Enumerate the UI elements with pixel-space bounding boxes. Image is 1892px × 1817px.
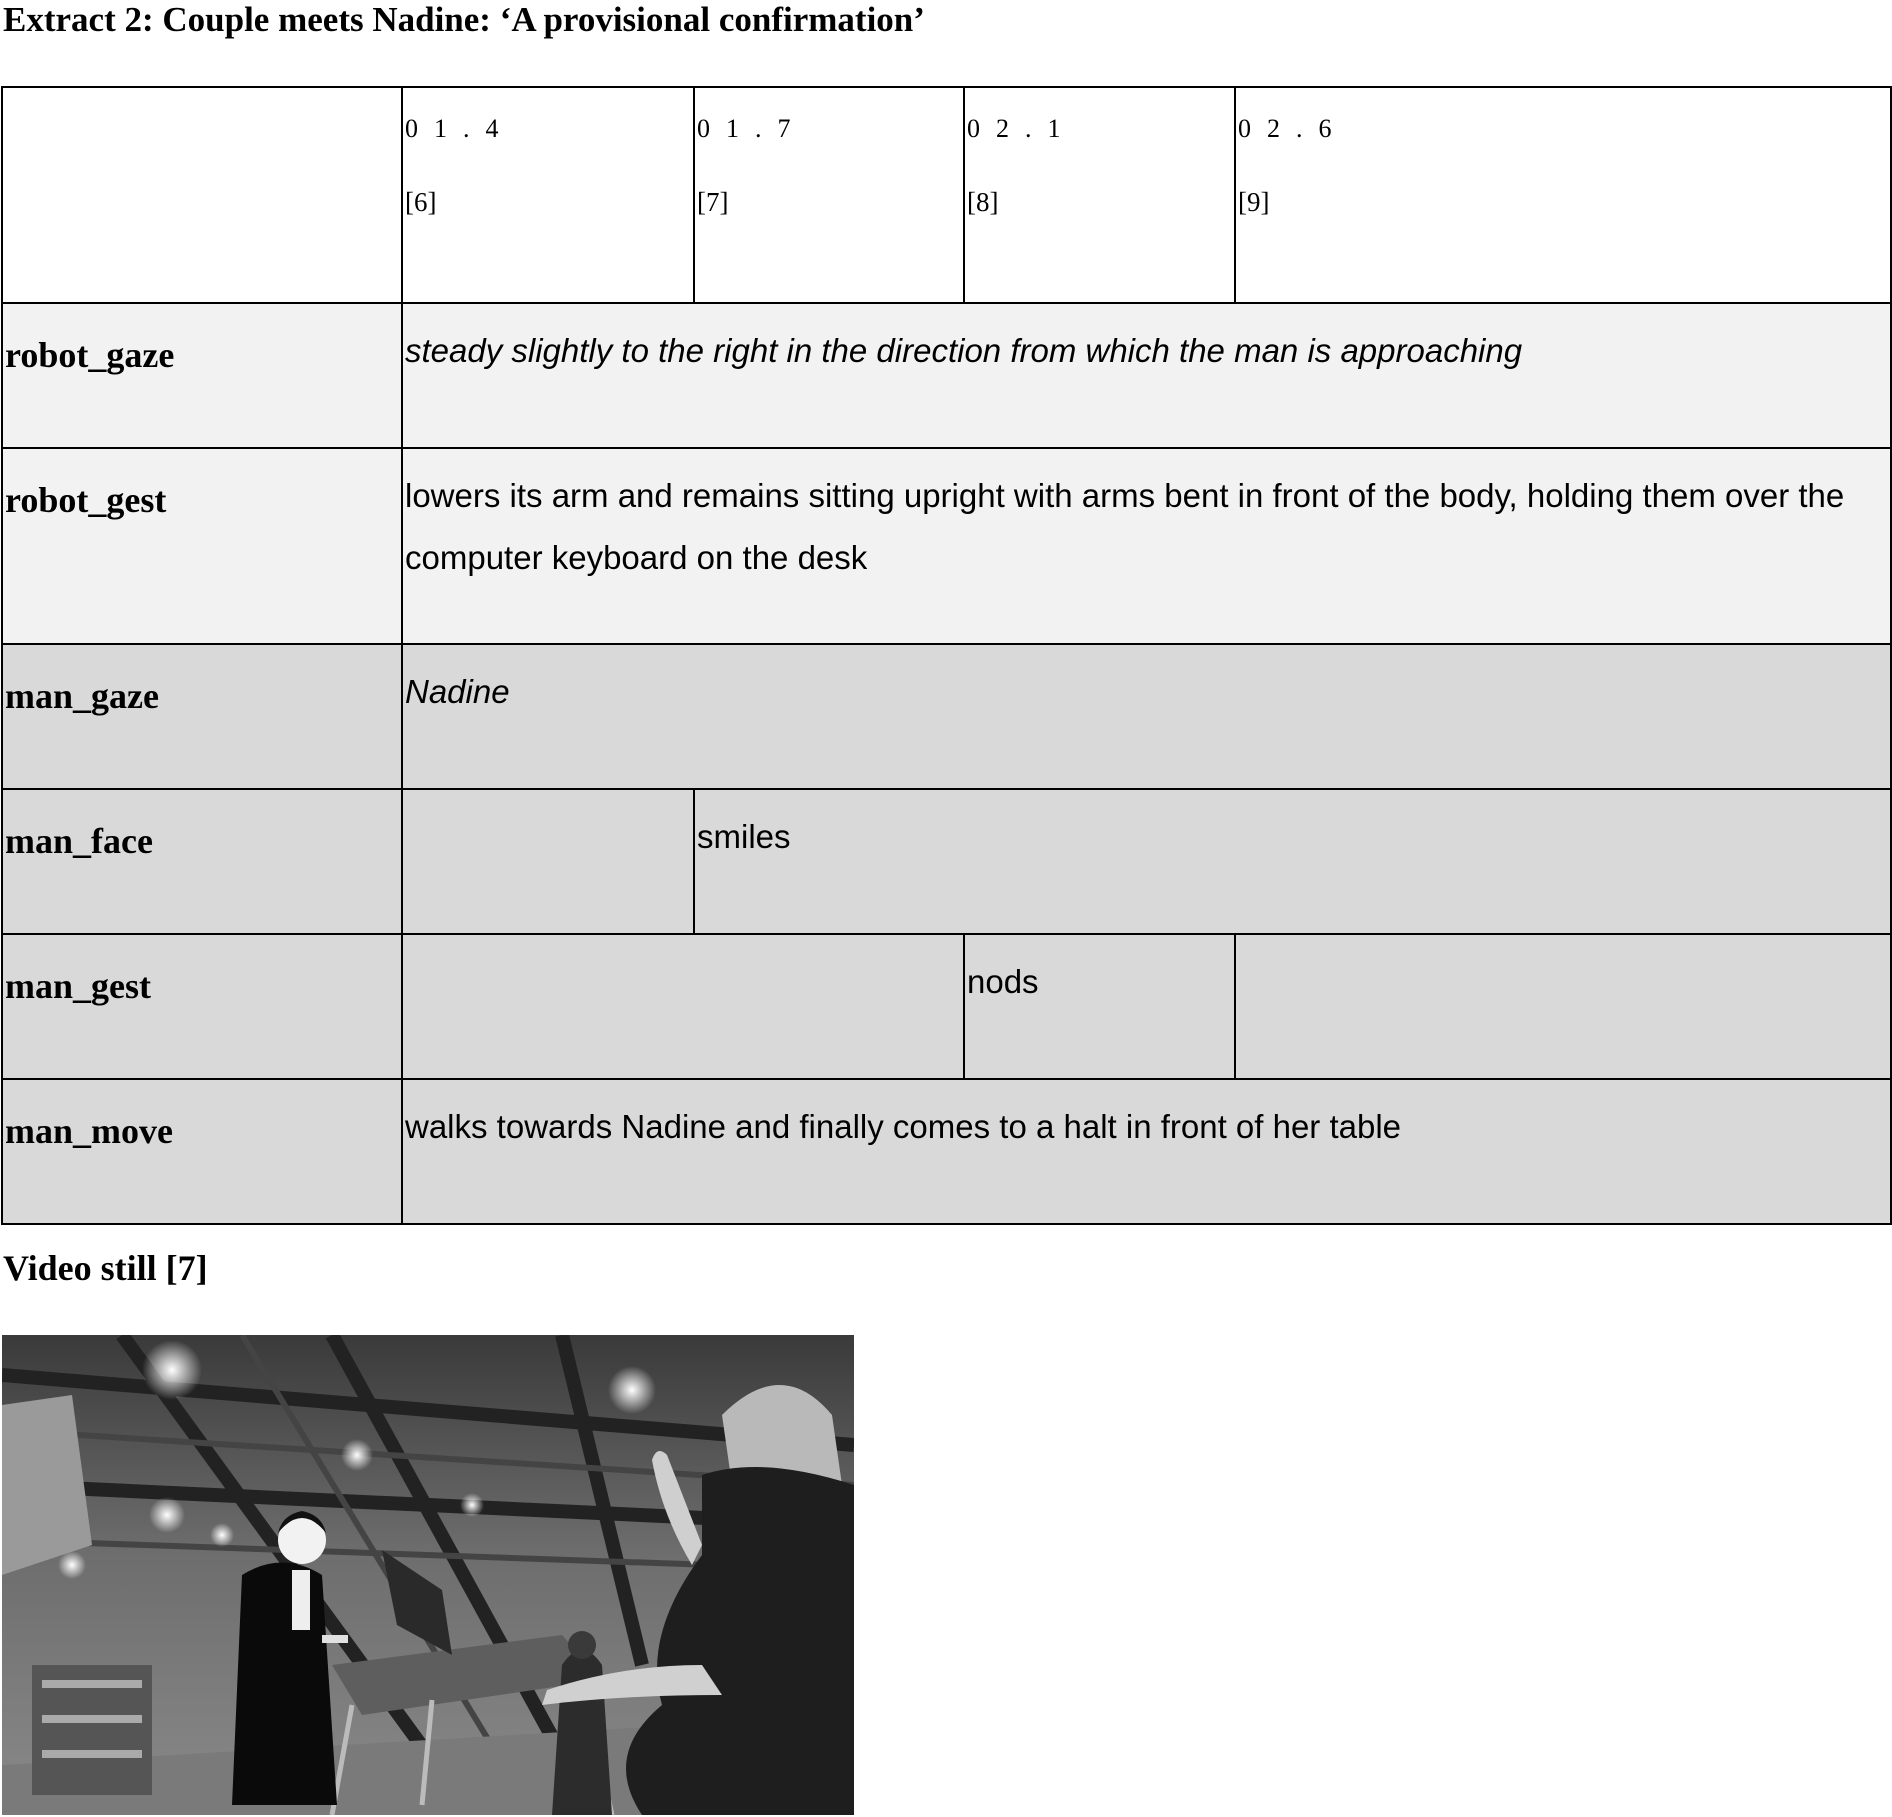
row-man-face xyxy=(2,789,1891,934)
timecode: 02.1 xyxy=(967,114,1077,143)
row-man-move xyxy=(2,1079,1891,1224)
row-label: man_face xyxy=(5,821,153,861)
timecode: 01.4 xyxy=(405,114,515,143)
timecode-cell-8 xyxy=(964,87,1235,303)
row-man-gest xyxy=(2,934,1891,1079)
row-annotation: nods xyxy=(967,963,1039,1000)
timecode-cell-7 xyxy=(694,87,964,303)
empty-cell xyxy=(1235,934,1891,1079)
row-label: man_gaze xyxy=(5,676,159,716)
row-annotation: lowers its arm and remains sitting upright with arms bent in front of the body, holding them over the computer keyboard on the desk xyxy=(405,477,1845,576)
transcript-table xyxy=(1,86,1892,1225)
frame-index: [6] xyxy=(405,187,437,217)
row-robot-gest xyxy=(2,448,1891,644)
row-annotation: smiles xyxy=(697,818,791,855)
row-annotation: Nadine xyxy=(405,673,510,710)
row-annotation: steady slightly to the right in the direction from which the man is approaching xyxy=(405,332,1523,369)
timecode-cell-9 xyxy=(1235,87,1891,303)
frame-index: [9] xyxy=(1238,187,1270,217)
row-label: robot_gaze xyxy=(5,335,175,375)
timecode: 01.7 xyxy=(697,114,807,143)
row-annotation: walks towards Nadine and finally comes to a halt in front of her table xyxy=(405,1108,1402,1145)
video-still-image xyxy=(2,1335,854,1815)
video-still-caption: Video still [7] xyxy=(3,1248,208,1288)
timeline-header-row xyxy=(2,87,1891,303)
row-label: robot_gest xyxy=(5,480,167,520)
row-label: man_move xyxy=(5,1111,173,1151)
timecode-cell-6 xyxy=(402,87,694,303)
row-man-gaze xyxy=(2,644,1891,789)
extract-title: Extract 2: Couple meets Nadine: ‘A provisional confirmation’ xyxy=(3,0,925,39)
row-label: man_gest xyxy=(5,966,151,1006)
timecode: 02.6 xyxy=(1238,114,1348,143)
row-robot-gaze xyxy=(2,303,1891,448)
empty-cell xyxy=(402,934,964,1079)
frame-index: [7] xyxy=(697,187,729,217)
header-empty-cell xyxy=(2,87,402,303)
frame-index: [8] xyxy=(967,187,999,217)
empty-cell xyxy=(402,789,694,934)
